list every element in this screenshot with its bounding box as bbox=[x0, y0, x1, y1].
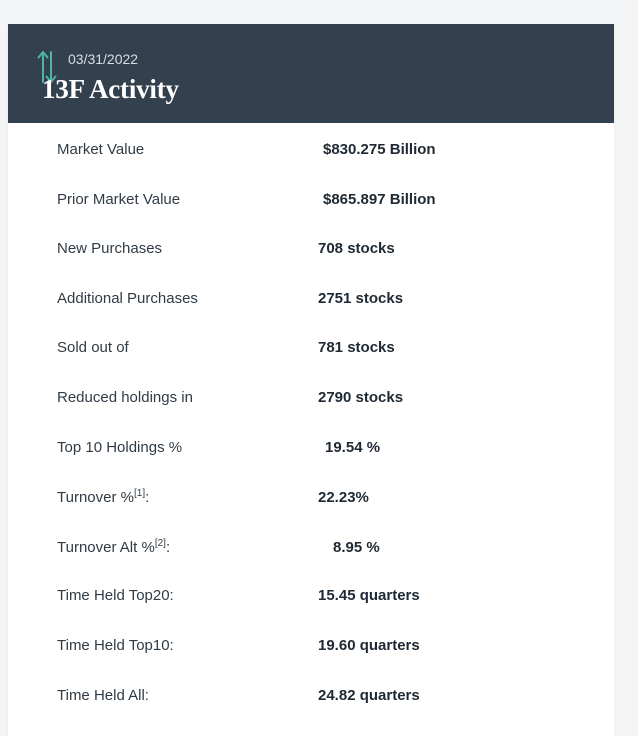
table-row bbox=[8, 191, 614, 241]
row-value: 781 stocks bbox=[318, 339, 395, 357]
report-date: 03/31/2022 bbox=[68, 51, 139, 67]
row-label-suffix: : bbox=[145, 489, 150, 507]
row-label: Additional Purchases bbox=[57, 289, 198, 307]
row-label: Time Held Top20: bbox=[57, 587, 174, 605]
footnote-marker-1: [1] bbox=[133, 488, 146, 500]
row-label: Market Value bbox=[57, 141, 145, 158]
row-value: $830.275 Billion bbox=[323, 141, 436, 158]
row-value: 708 stocks bbox=[318, 240, 395, 258]
header-text bbox=[42, 40, 588, 105]
row-value: 8.95 % bbox=[333, 538, 380, 556]
table-row bbox=[8, 339, 614, 389]
table-row bbox=[8, 637, 614, 687]
page-title: 13F Activity bbox=[42, 74, 179, 104]
card-body bbox=[8, 123, 614, 736]
row-value: 22.23% bbox=[318, 489, 369, 507]
row-value: 19.54 % bbox=[325, 438, 381, 456]
row-label-text: Turnover Alt % bbox=[57, 538, 155, 556]
table-row bbox=[8, 439, 614, 489]
13f-activity-card bbox=[8, 24, 614, 736]
footnote-marker-2: [2] bbox=[154, 537, 166, 549]
row-label-suffix: : bbox=[165, 538, 171, 556]
row-value: $865.897 Billion bbox=[323, 190, 436, 208]
table-row bbox=[8, 389, 614, 439]
row-value: 19.60 quarters bbox=[318, 636, 420, 654]
row-label: New Purchases bbox=[57, 240, 163, 258]
row-label: Time Held All: bbox=[57, 686, 149, 704]
row-label: Reduced holdings in bbox=[57, 388, 193, 406]
table-row bbox=[8, 290, 614, 340]
row-value: 2790 stocks bbox=[318, 388, 404, 406]
table-row bbox=[8, 587, 614, 637]
row-value: 24.82 quarters bbox=[318, 686, 420, 704]
card-header bbox=[8, 24, 614, 123]
header-row bbox=[34, 40, 588, 105]
row-label: Sold out of bbox=[57, 339, 129, 357]
row-label: Top 10 Holdings % bbox=[57, 438, 183, 456]
row-label: Time Held Top10: bbox=[57, 636, 174, 654]
row-label: Prior Market Value bbox=[57, 190, 181, 208]
table-row bbox=[8, 538, 614, 588]
row-label bbox=[8, 488, 318, 506]
row-value: 15.45 quarters bbox=[318, 587, 420, 605]
row-label bbox=[8, 538, 318, 556]
table-row bbox=[8, 488, 614, 538]
row-value: 2751 stocks bbox=[318, 289, 404, 307]
table-row bbox=[8, 240, 614, 290]
row-label-text: Turnover % bbox=[57, 489, 134, 507]
table-row bbox=[8, 687, 614, 736]
table-row bbox=[8, 141, 614, 191]
